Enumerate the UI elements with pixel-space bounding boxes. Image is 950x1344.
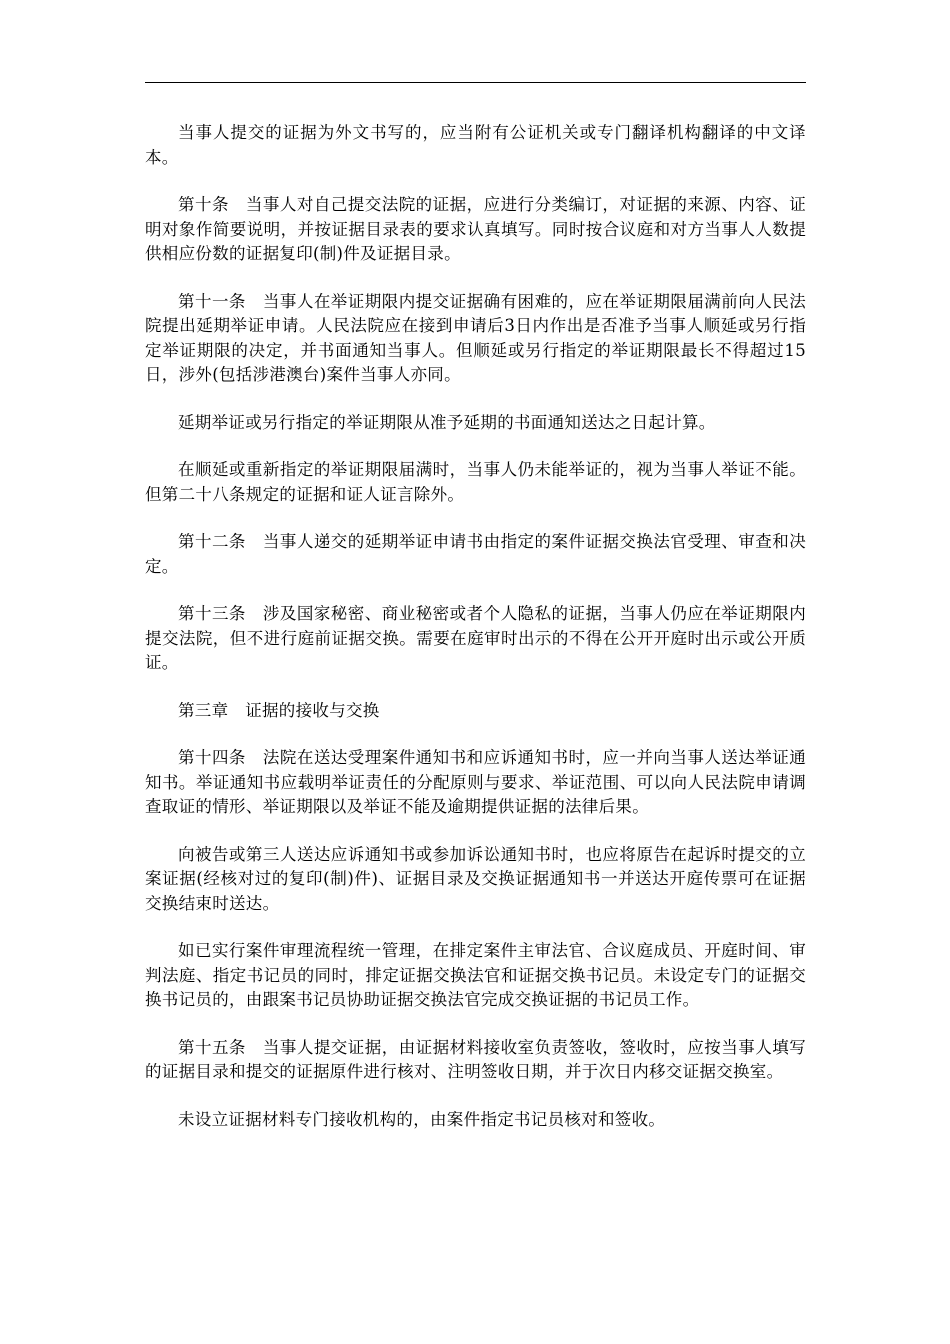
header-rule [145,82,806,83]
paragraph: 当事人提交的证据为外文书写的，应当附有公证机关或专门翻译机构翻译的中文译本。 [145,123,806,167]
paragraph: 第十五条 当事人提交证据，由证据材料接收室负责签收，签收时，应按当事人填写的证据目录和提交的证据原件进行核对、注明签收日期，并于次日内移交证据交换室。 [145,1037,806,1081]
paragraph: 在顺延或重新指定的举证期限届满时，当事人仍未能举证的，视为当事人举证不能。但第二十八条规定的证据和证人证言除外。 [145,460,806,504]
chapter-heading: 第三章 证据的接收与交换 [178,700,380,720]
paragraph: 第十条 当事人对自己提交法院的证据，应进行分类编订，对证据的来源、内容、证明对象作简要说明，并按证据目录表的要求认真填写。同时按合议庭和对方当事人人数提供相应份数的证据复印(制)件及证据目录。 [145,195,806,263]
paragraph: 向被告或第三人送达应诉通知书或参加诉讼通知书时，也应将原告在起诉时提交的立案证据(经核对过的复印(制)件)、证据目录及交换证据通知书一并送达开庭传票可在证据交换结束时送达。 [145,844,806,913]
paragraph: 如已实行案件审理流程统一管理，在排定案件主审法官、合议庭成员、开庭时间、审判法庭、指定书记员的同时，排定证据交换法官和证据交换书记员。未设定专门的证据交换书记员的，由跟案书记员协助证据交换法官完成交换证据的书记员工作。 [145,941,806,1009]
paragraph: 第十三条 涉及国家秘密、商业秘密或者个人隐私的证据，当事人仍应在举证期限内提交法院，但不进行庭前证据交换。需要在庭审时出示的不得在公开开庭时出示或公开质证。 [145,604,806,672]
document-body [145,121,806,1155]
paragraph: 第十四条 法院在送达受理案件通知书和应诉通知书时，应一并向当事人送达举证通知书。举证通知书应载明举证责任的分配原则与要求、举证范围、可以向人民法院申请调查取证的情形、举证期限以及举证不能及逾期提供证据的法律后果。 [145,748,806,816]
paragraph: 第十二条 当事人递交的延期举证申请书由指定的案件证据交换法官受理、审查和决定。 [145,532,806,576]
paragraph: 第十一条 当事人在举证期限内提交证据确有困难的，应在举证期限届满前向人民法院提出延期举证申请。人民法院应在接到申请后3日内作出是否准予当事人顺延或另行指定举证期限的决定，并书面通知当事人。但顺延或另行指定的举证期限最长不得超过15日，涉外(包括涉港澳台)案件当事人亦同。 [145,291,806,384]
paragraph: 未设立证据材料专门接收机构的，由案件指定书记员核对和签收。 [178,1109,666,1129]
paragraph: 延期举证或另行指定的举证期限从准予延期的书面通知送达之日起计算。 [178,412,716,432]
